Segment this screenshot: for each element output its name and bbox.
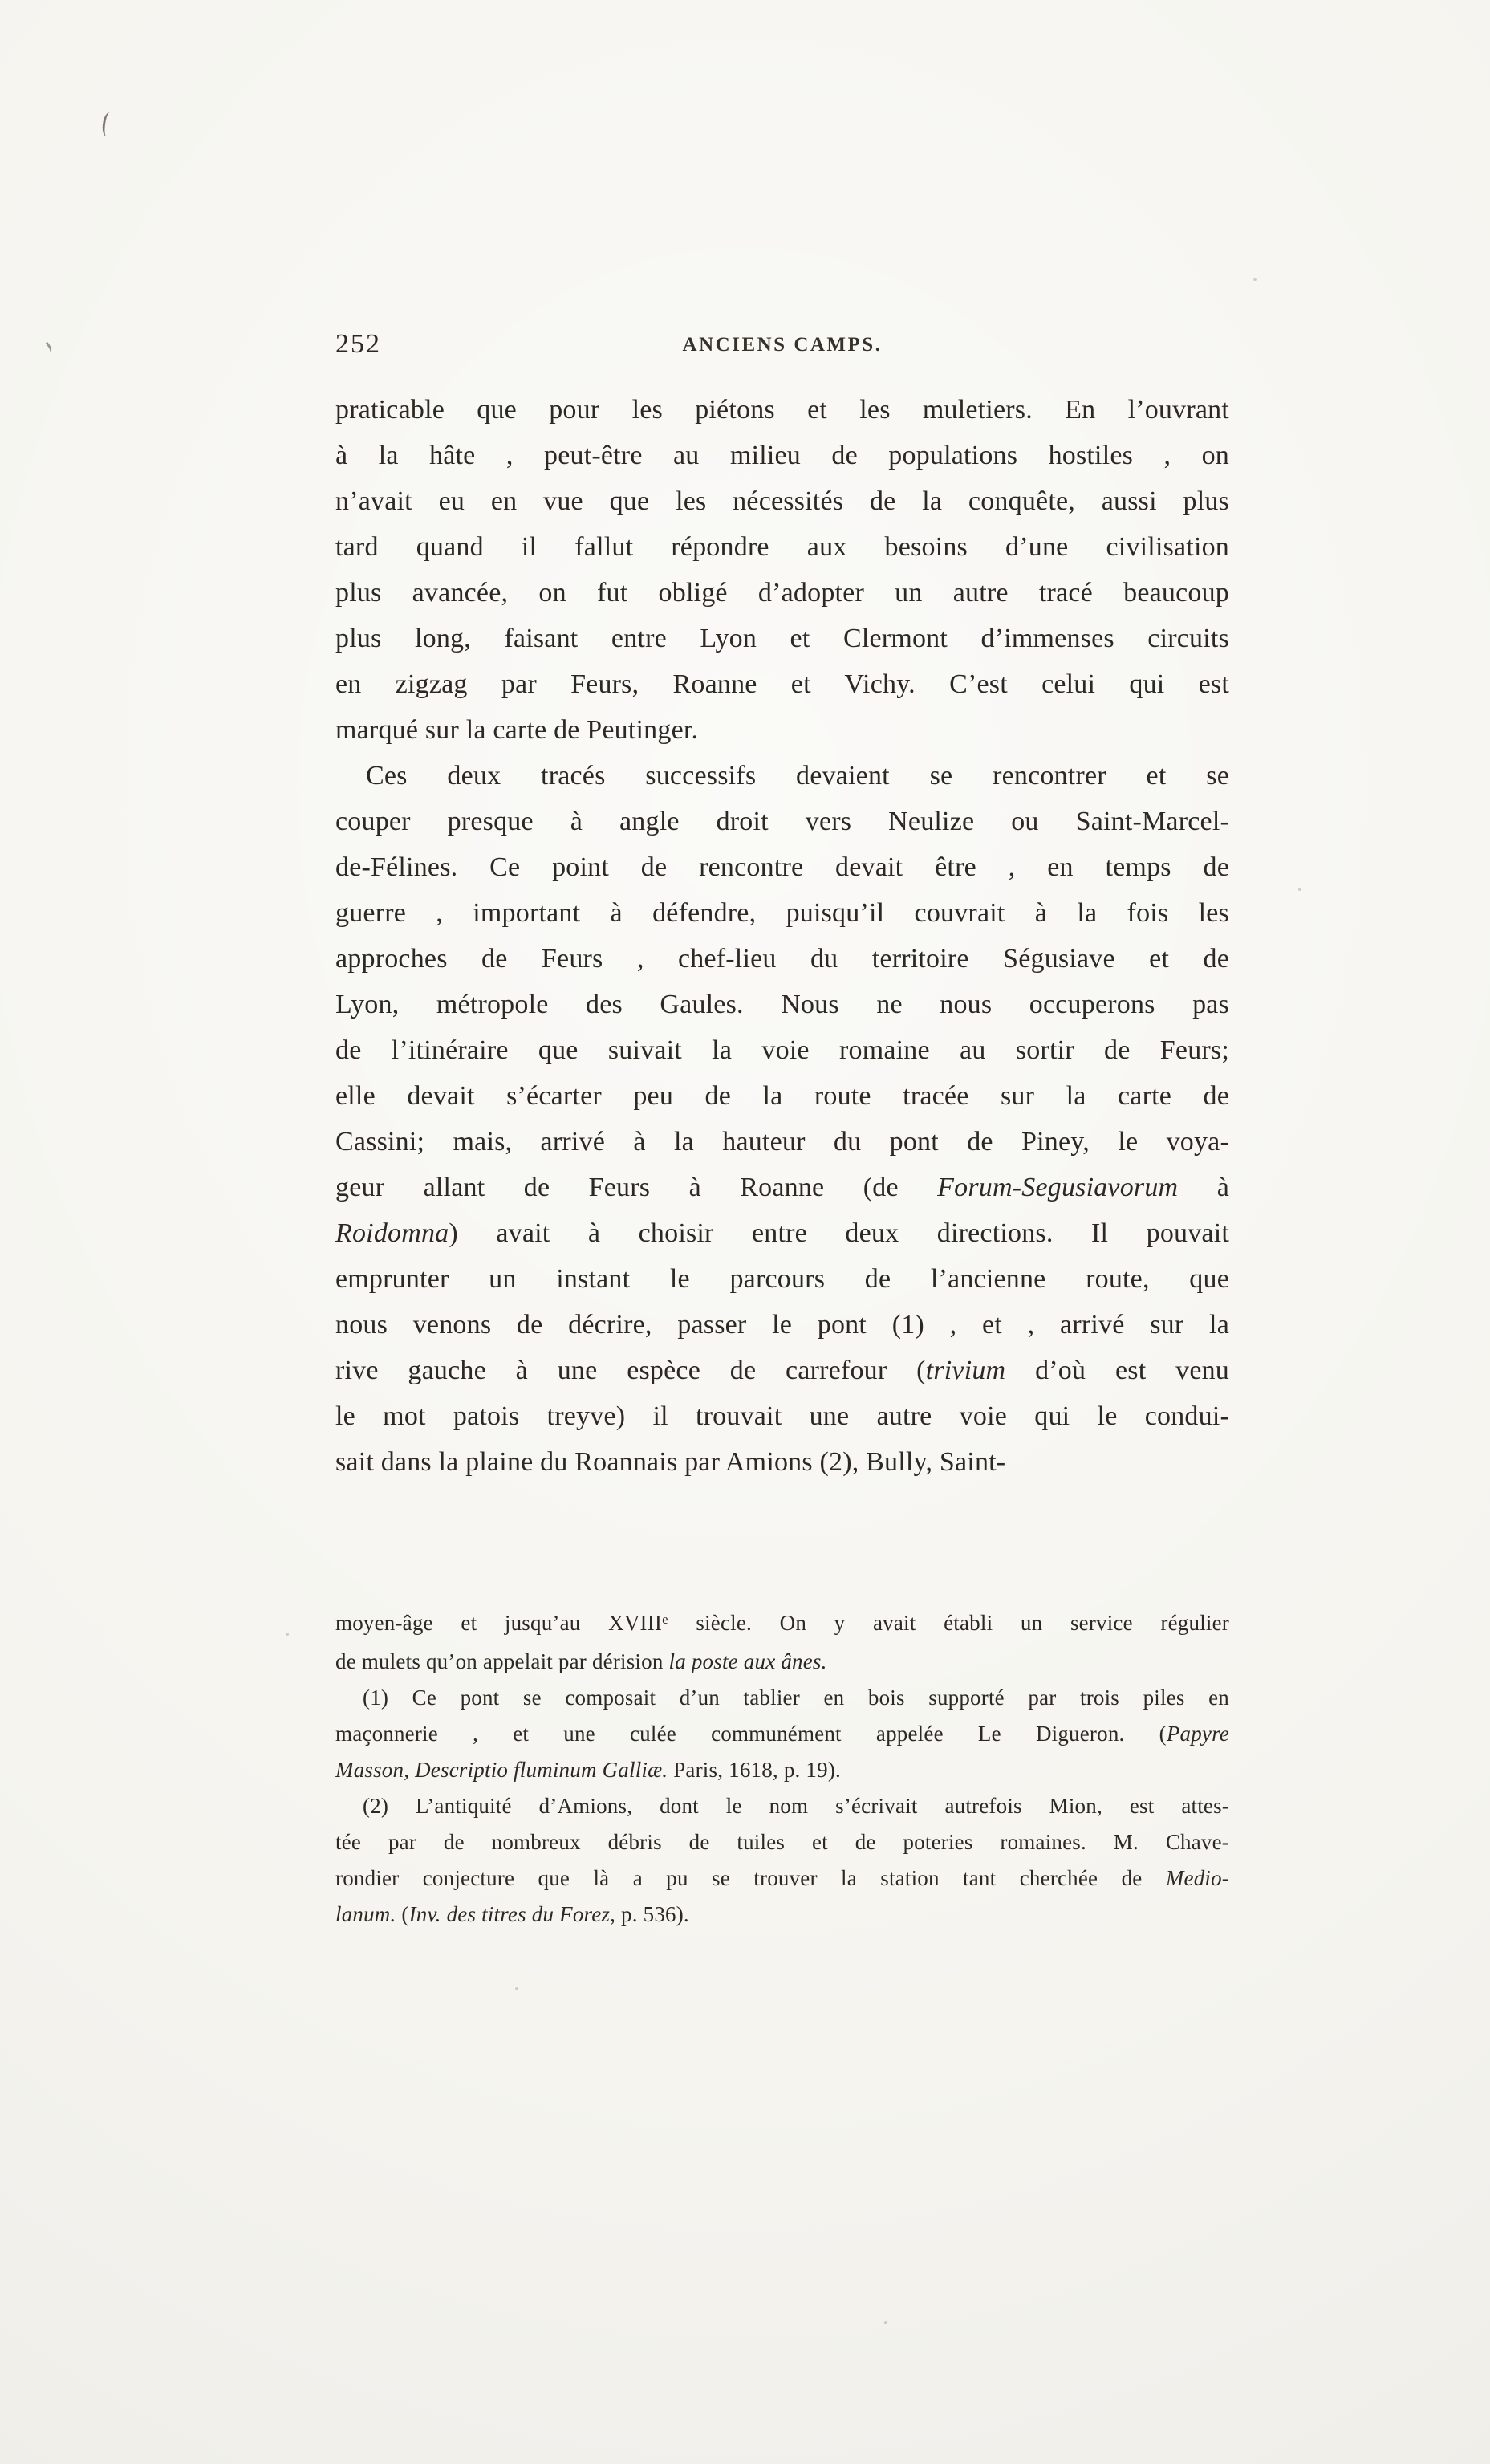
- footnote-line: Masson, Descriptio fluminum Galliæ. Paris, 1618, p. 19).: [335, 1758, 841, 1782]
- text-line: plus long, faisant entre Lyon et Clermont d’immenses circuits: [335, 624, 1229, 653]
- text-line: marqué sur la carte de Peutinger.: [335, 715, 699, 745]
- text-line: plus avancée, on fut obligé d’adopter un autre tracé beaucoup: [335, 578, 1229, 608]
- footnote-line: (2) L’antiquité d’Amions, dont le nom s’écrivait autrefois Mion, est attes-: [363, 1794, 1229, 1818]
- text-line: emprunter un instant le parcours de l’ancienne route, que: [335, 1264, 1229, 1294]
- text-line: de-Félines. Ce point de rencontre devait être , en temps de: [335, 852, 1229, 882]
- text-line: couper presque à angle droit vers Neulize ou Saint-Marcel-: [335, 807, 1229, 836]
- text-line: à la hâte , peut-être au milieu de populations hostiles , on: [335, 441, 1229, 470]
- text-line: tard quand il fallut répondre aux besoins d’une civilisation: [335, 532, 1229, 562]
- footnote-line: lanum. (Inv. des titres du Forez, p. 536).: [335, 1902, 689, 1926]
- text-line: Roidomna) avait à choisir entre deux directions. Il pouvait: [335, 1218, 1229, 1248]
- text-line: sait dans la plaine du Roannais par Amions (2), Bully, Saint-: [335, 1447, 1006, 1477]
- footnote: [335, 1788, 1229, 1933]
- scan-speck: [1298, 888, 1301, 891]
- scan-speck: [286, 1633, 289, 1636]
- text-block: [335, 324, 1229, 1933]
- footnote-line: tée par de nombreux débris de tuiles et de poteries romaines. M. Chave-: [335, 1830, 1229, 1854]
- text-line: nous venons de décrire, passer le pont (1) , et , arrivé sur la: [335, 1310, 1229, 1340]
- body-text: [335, 387, 1229, 1485]
- footnote: [335, 1605, 1229, 1680]
- text-line: rive gauche à une espèce de carrefour (trivium d’où est venu: [335, 1356, 1230, 1385]
- text-line: geur allant de Feurs à Roanne (de Forum-Segusiavorum à: [335, 1173, 1229, 1202]
- text-line: approches de Feurs , chef-lieu du territoire Ségusiave et de: [335, 944, 1229, 974]
- scan-speck: [1253, 278, 1257, 281]
- text-line: de l’itinéraire que suivait la voie romaine au sortir de Feurs;: [335, 1035, 1229, 1065]
- page-number: 252: [335, 329, 381, 359]
- footnote-line: rondier conjecture que là a pu se trouver la station tant cherchée de Medio-: [335, 1866, 1229, 1890]
- text-line: le mot patois treyve) il trouvait une autre voie qui le condui-: [335, 1401, 1229, 1431]
- footnote: [335, 1680, 1229, 1788]
- scan-speck: [884, 2321, 887, 2324]
- text-line: n’avait eu en vue que les nécessités de la conquête, aussi plus: [335, 486, 1229, 516]
- footnotes: [335, 1605, 1229, 1933]
- footnote-line: de mulets qu’on appelait par dérision la poste aux ânes.: [335, 1649, 827, 1673]
- scan-artifact: [39, 342, 53, 356]
- footnote-line: maçonnerie , et une culée communément appelée Le Digueron. (Papyre: [335, 1722, 1229, 1746]
- text-line: praticable que pour les piétons et les muletiers. En l’ouvrant: [335, 395, 1229, 425]
- paragraph: [335, 753, 1229, 1485]
- running-title: ANCIENS CAMPS.: [682, 334, 883, 356]
- scan-speck: [515, 1987, 518, 1990]
- footnote-line: (1) Ce pont se composait d’un tablier en bois supporté par trois piles en: [363, 1685, 1229, 1710]
- text-line: Ces deux tracés successifs devaient se rencontrer et se: [366, 761, 1229, 791]
- scan-artifact: [101, 112, 115, 137]
- footnote-line: moyen-âge et jusqu’au XVIIIe siècle. On y avait établi un service régulier: [335, 1611, 1229, 1635]
- text-line: en zigzag par Feurs, Roanne et Vichy. C’est celui qui est: [335, 669, 1229, 699]
- text-line: Cassini; mais, arrivé à la hauteur du pont de Piney, le voya-: [335, 1127, 1229, 1157]
- paragraph: [335, 387, 1229, 753]
- page-header: [335, 324, 1229, 376]
- text-line: elle devait s’écarter peu de la route tracée sur la carte de: [335, 1081, 1229, 1111]
- text-line: Lyon, métropole des Gaules. Nous ne nous occuperons pas: [335, 990, 1229, 1019]
- text-line: guerre , important à défendre, puisqu’il couvrait à la fois les: [335, 898, 1229, 928]
